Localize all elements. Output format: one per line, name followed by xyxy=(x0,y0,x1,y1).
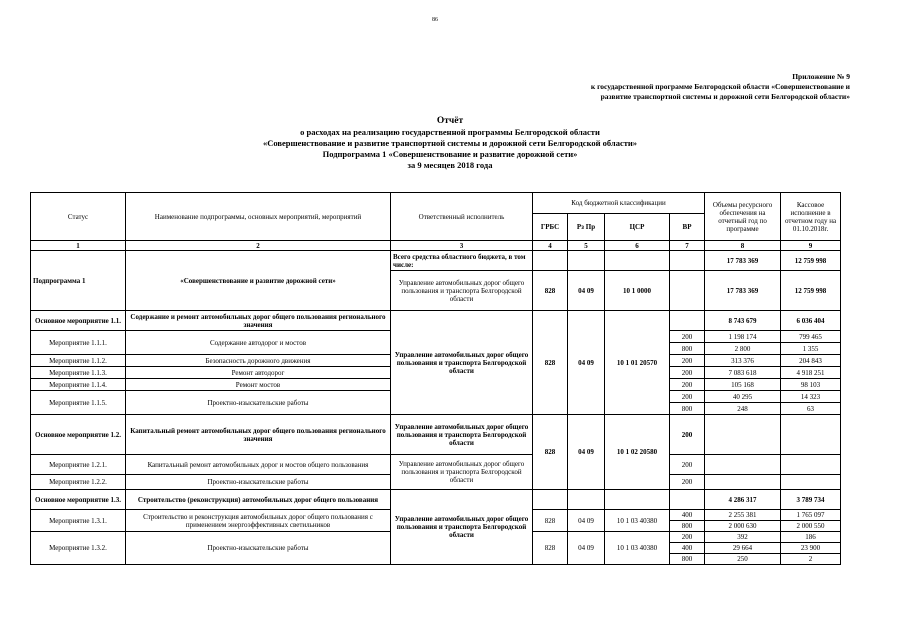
m131-status: Мероприятие 1.3.1. xyxy=(31,510,126,532)
subprogram-total-volume: 17 783 369 xyxy=(705,251,781,271)
m121-status: Мероприятие 1.2.1. xyxy=(31,455,126,475)
title-period: за 9 месяцев 2018 года xyxy=(407,160,493,170)
subprogram-grbs: 828 xyxy=(533,271,568,311)
page-number: 86 xyxy=(432,17,438,23)
om13-executor: Управление автомобильных дорог общего пользования и транспорта Белгородской области xyxy=(391,490,533,565)
header-vr: ВР xyxy=(670,214,705,241)
m132-cash: 186 xyxy=(781,532,841,543)
m111-vr: 800 xyxy=(670,343,705,355)
m132-volume: 29 664 xyxy=(705,543,781,554)
om11-cash: 6 036 404 xyxy=(781,311,841,331)
om11-executor: Управление автомобильных дорог общего пользования и транспорта Белгородской области xyxy=(391,311,533,415)
m115-status: Мероприятие 1.1.5. xyxy=(31,391,126,415)
m111-vr: 200 xyxy=(670,331,705,343)
m113-status: Мероприятие 1.1.3. xyxy=(31,367,126,379)
om11-name: Содержание и ремонт автомобильных дорог общего пользования регионального значения xyxy=(126,311,391,331)
header-rzpr: Рз Пр xyxy=(568,214,605,241)
m12-executor: Управление автомобильных дорог общего пользования и транспорта Белгородской области xyxy=(391,455,533,490)
m132-grbs: 828 xyxy=(533,532,568,565)
m115-cash: 14 323 xyxy=(781,391,841,403)
om12-rzpr: 04 09 xyxy=(568,415,605,490)
m131-grbs: 828 xyxy=(533,510,568,532)
m131-cash: 1 765 097 xyxy=(781,510,841,521)
m114-vr: 200 xyxy=(670,379,705,391)
appendix-number: Приложение № 9 xyxy=(792,72,850,81)
title-program-name: «Совершенствование и развитие транспортной системы и дорожной сети Белгородской области» xyxy=(262,138,638,148)
om13-volume: 4 286 317 xyxy=(705,490,781,510)
header-status: Статус xyxy=(31,193,126,241)
subprogram-status: Подпрограмма 1 xyxy=(31,251,126,311)
header-volume: Объемы ресурсного обеспечения на отчетный год по программе xyxy=(705,193,781,241)
m113-name: Ремонт автодорог xyxy=(126,367,391,379)
m122-status: Мероприятие 1.2.2. xyxy=(31,475,126,490)
m132-vr: 800 xyxy=(670,554,705,565)
om12-vr: 200 xyxy=(670,415,705,455)
column-number: 3 xyxy=(391,241,533,251)
title-subprogram: Подпрограмма 1 «Совершенствование и развитие дорожной сети» xyxy=(322,149,578,159)
om13-status: Основное мероприятие 1.3. xyxy=(31,490,126,510)
subprogram-csr: 10 1 0000 xyxy=(605,271,670,311)
column-number: 5 xyxy=(568,241,605,251)
column-number: 9 xyxy=(781,241,841,251)
m115-cash: 63 xyxy=(781,403,841,415)
m131-vr: 400 xyxy=(670,510,705,521)
om12-name: Капитальный ремонт автомобильных дорог общего пользования регионального значения xyxy=(126,415,391,455)
subprogram-executor: Управление автомобильных дорог общего пользования и транспорта Белгородской области xyxy=(391,271,533,311)
m111-volume: 1 198 174 xyxy=(705,331,781,343)
m132-cash: 2 xyxy=(781,554,841,565)
m115-volume: 40 295 xyxy=(705,391,781,403)
appendix-line-3: развитие транспортной системы и дорожной сети Белгородской области» xyxy=(600,92,850,101)
m132-volume: 250 xyxy=(705,554,781,565)
column-number: 7 xyxy=(670,241,705,251)
header-name: Наименование подпрограммы, основных мероприятий, мероприятий xyxy=(126,193,391,241)
column-number: 2 xyxy=(126,241,391,251)
m131-volume: 2 000 630 xyxy=(705,521,781,532)
header-grbs: ГРБС xyxy=(533,214,568,241)
subprogram-volume: 17 783 369 xyxy=(705,271,781,311)
title-report: Отчёт xyxy=(436,116,464,126)
header-cash: Кассовое исполнение в отчетном году на 01.10.2018г. xyxy=(781,193,841,241)
om13-name: Строительство (реконструкция) автомобильных дорог общего пользования xyxy=(126,490,391,510)
m131-volume: 2 255 381 xyxy=(705,510,781,521)
m114-volume: 105 168 xyxy=(705,379,781,391)
subprogram-name: «Совершенствование и развитие дорожной сети» xyxy=(126,251,391,311)
m111-cash: 799 465 xyxy=(781,331,841,343)
m115-volume: 248 xyxy=(705,403,781,415)
m112-status: Мероприятие 1.1.2. xyxy=(31,355,126,367)
om11-grbs: 828 xyxy=(533,311,568,415)
m112-volume: 313 376 xyxy=(705,355,781,367)
appendix-note xyxy=(520,72,850,102)
m114-status: Мероприятие 1.1.4. xyxy=(31,379,126,391)
m111-cash: 1 355 xyxy=(781,343,841,355)
m132-status: Мероприятие 1.3.2. xyxy=(31,532,126,565)
om12-csr: 10 1 02 20580 xyxy=(605,415,670,490)
m111-name: Содержание автодорог и мостов xyxy=(126,331,391,355)
m112-cash: 204 843 xyxy=(781,355,841,367)
header-csr: ЦСР xyxy=(605,214,670,241)
m131-name: Строительство и реконструкция автомобильных дорог общего пользования с применением энергоэффективных светильников xyxy=(126,510,391,532)
om11-volume: 8 743 679 xyxy=(705,311,781,331)
m121-name: Капитальный ремонт автомобильных дорог и мостов общего пользования xyxy=(126,455,391,475)
m113-volume: 7 083 618 xyxy=(705,367,781,379)
column-number: 4 xyxy=(533,241,568,251)
om12-grbs: 828 xyxy=(533,415,568,490)
m113-cash: 4 918 251 xyxy=(781,367,841,379)
title-line-2: о расходах на реализацию государственной программы Белгородской области xyxy=(300,127,600,137)
om12-executor: Управление автомобильных дорог общего пользования и транспорта Белгородской области xyxy=(391,415,533,455)
appendix-line-2: к государственной программе Белгородской области «Совершенствование и xyxy=(590,82,850,91)
m132-vr: 200 xyxy=(670,532,705,543)
m113-vr: 200 xyxy=(670,367,705,379)
document-title xyxy=(150,116,750,171)
subprogram-total-label: Всего средства областного бюджета, в том числе: xyxy=(391,251,533,271)
m121-vr: 200 xyxy=(670,455,705,475)
expenses-table xyxy=(30,192,841,565)
m111-volume: 2 800 xyxy=(705,343,781,355)
column-number: 8 xyxy=(705,241,781,251)
om12-status: Основное мероприятие 1.2. xyxy=(31,415,126,455)
subprogram-total-cash: 12 759 998 xyxy=(781,251,841,271)
header-executor: Ответственный исполнитель xyxy=(391,193,533,241)
m114-name: Ремонт мостов xyxy=(126,379,391,391)
m132-csr: 10 1 03 40380 xyxy=(605,532,670,565)
m115-vr: 800 xyxy=(670,403,705,415)
m122-vr: 200 xyxy=(670,475,705,490)
om13-cash: 3 789 734 xyxy=(781,490,841,510)
subprogram-cash: 12 759 998 xyxy=(781,271,841,311)
m111-status: Мероприятие 1.1.1. xyxy=(31,331,126,355)
m122-name: Проектно-изыскательские работы xyxy=(126,475,391,490)
m112-vr: 200 xyxy=(670,355,705,367)
m132-cash: 23 900 xyxy=(781,543,841,554)
m132-name: Проектно-изыскательские работы xyxy=(126,532,391,565)
m132-rzpr: 04 09 xyxy=(568,532,605,565)
m131-csr: 10 1 03 40380 xyxy=(605,510,670,532)
m132-volume: 392 xyxy=(705,532,781,543)
m132-vr: 400 xyxy=(670,543,705,554)
m131-vr: 800 xyxy=(670,521,705,532)
column-number: 1 xyxy=(31,241,126,251)
column-number: 6 xyxy=(605,241,670,251)
m115-vr: 200 xyxy=(670,391,705,403)
om11-status: Основное мероприятие 1.1. xyxy=(31,311,126,331)
om11-rzpr: 04 09 xyxy=(568,311,605,415)
om11-csr: 10 1 01 20570 xyxy=(605,311,670,415)
m112-name: Безопасность дорожного движения xyxy=(126,355,391,367)
header-budget-code: Код бюджетной классификации xyxy=(533,193,705,214)
subprogram-rzpr: 04 09 xyxy=(568,271,605,311)
m131-rzpr: 04 09 xyxy=(568,510,605,532)
m114-cash: 98 103 xyxy=(781,379,841,391)
m131-cash: 2 000 550 xyxy=(781,521,841,532)
m115-name: Проектно-изыскательские работы xyxy=(126,391,391,415)
